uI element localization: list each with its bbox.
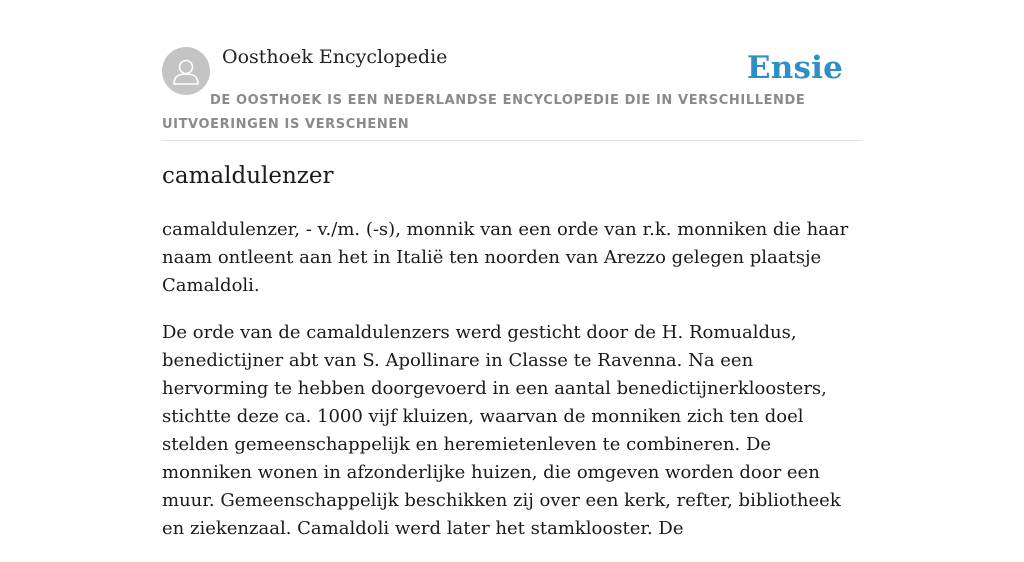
source-description: DE OOSTHOEK IS EEN NEDERLANDSE ENCYCLOPEDIE DIE IN VERSCHILLENDE UITVOERINGEN IS VERSCHENEN [162,93,806,132]
source-name[interactable]: Oosthoek Encyclopedie [222,46,448,68]
avatar[interactable] [162,47,210,95]
source-header [162,0,862,141]
page-title: camaldulenzer [162,163,334,189]
article-paragraph: De orde van de camaldulenzers werd gesticht door de H. Romualdus, benedictijner abt van S. Apollinare in Classe te Ravenna. Na een hervorming te hebben doorgevoerd in een aantal benedictijnerkloosters, stichtte deze ca. 1000 vijf kluizen, waarvan de monniken zich ten doel stelden gemeenschappelijk en heremietenleven te combineren. De monniken wonen in afzonderlijke huizen, die omgeven worden door een muur. Gemeenschappelijk beschikken zij over een kerk, refter, bibliotheek en ziekenzaal. Camaldoli werd later het stamklooster. De [162,322,841,539]
site-logo[interactable]: Ensie [746,50,843,86]
user-silhouette-icon [162,47,210,95]
article-paragraph: camaldulenzer, - v./m. (-s), monnik van een orde van r.k. monniken die haar naam ontleent aan het in Italië ten noorden van Arezzo gelegen plaatsje Camaldoli. [162,219,849,296]
article-body [162,216,862,562]
article-page [162,0,862,539]
